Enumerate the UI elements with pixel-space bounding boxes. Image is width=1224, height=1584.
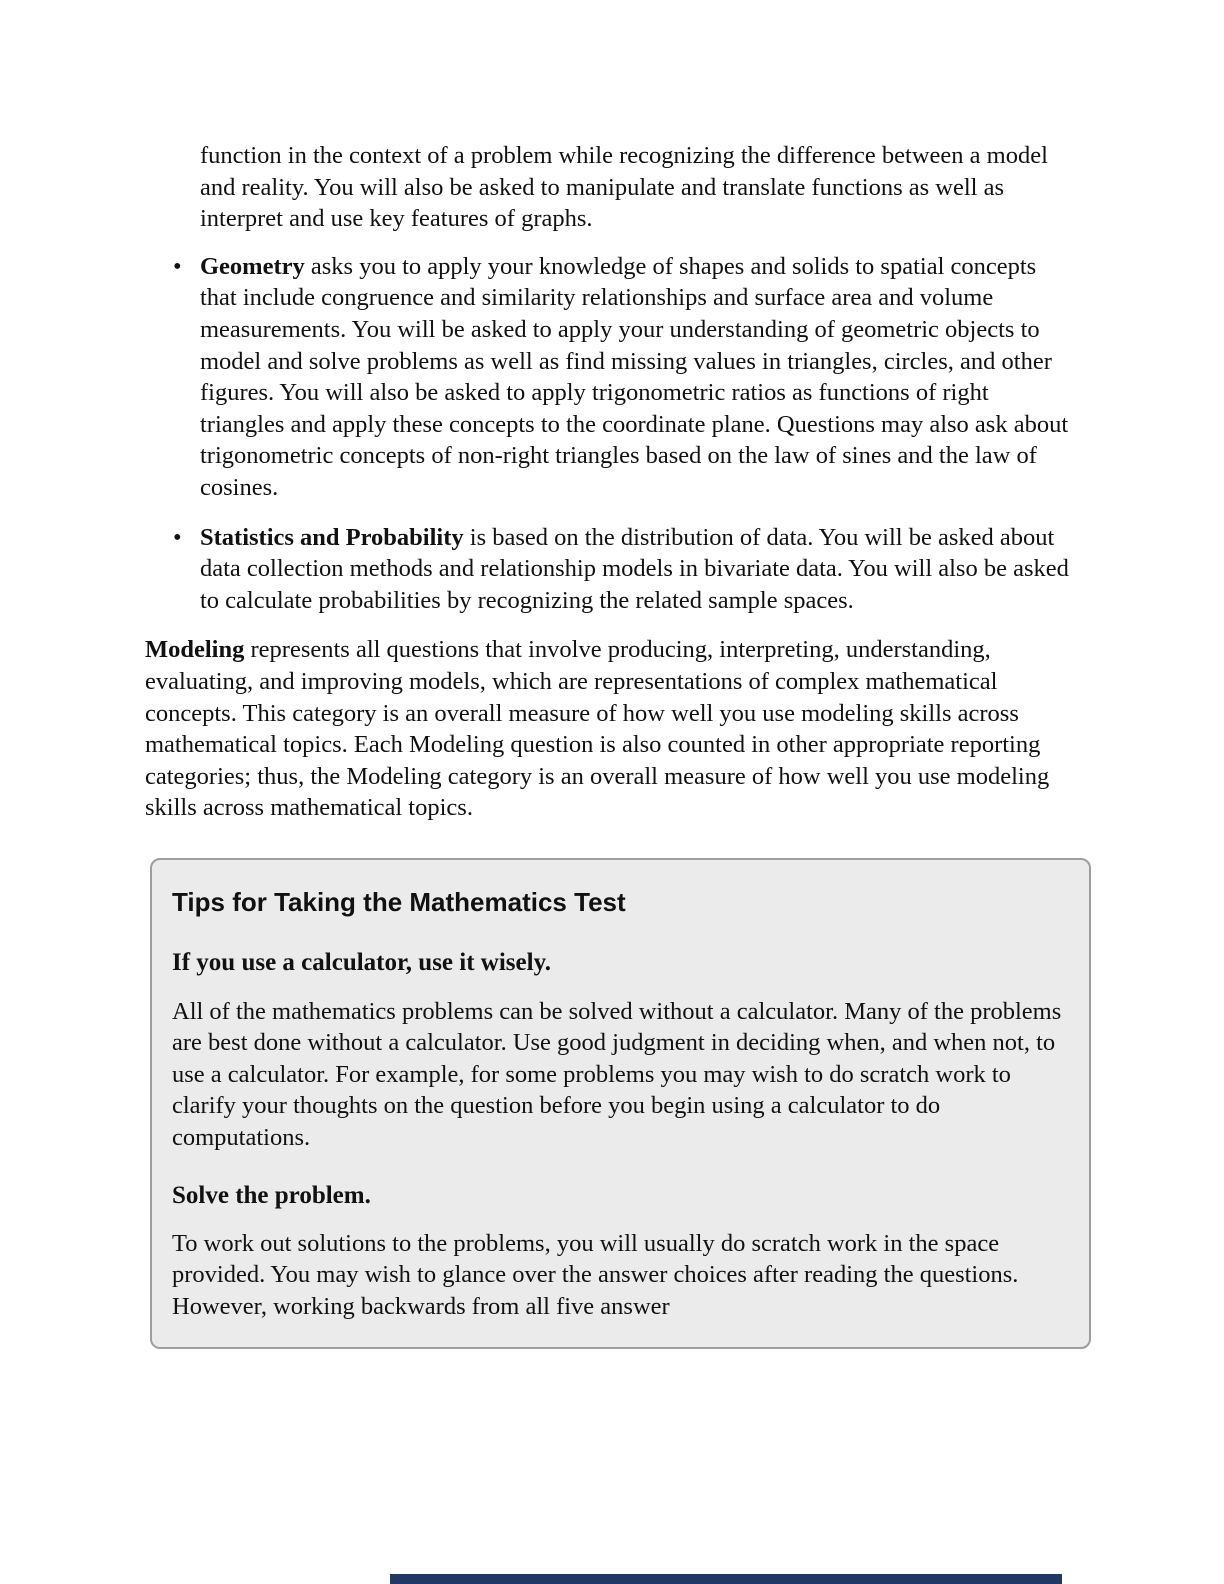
tips-box	[150, 858, 1091, 1349]
continuation-paragraph: function in the context of a problem while recognizing the difference between a model and reality. You will also be asked to manipulate and translate functions as well as interpret and use key features of graphs.	[200, 142, 1048, 233]
list-item-text: asks you to apply your knowledge of shapes and solids to spatial concepts that include congruence and similarity relationships and surface area and volume measurements. You will be asked to apply your understanding of geometric objects to model and solve problems as well as find missing values in triangles, circles, and other figures. You will also be asked to apply trigonometric ratios as functions of right triangles and apply these concepts to the coordinate plane. Questions may also ask about trigonometric concepts of non-right triangles based on the law of sines and the law of cosines.	[200, 252, 1069, 501]
list-item-lead-bold: Statistics and Probability	[200, 523, 464, 551]
reporting-category-list	[145, 251, 1079, 617]
paragraph-lead-bold: Modeling	[145, 636, 245, 664]
list-item-geometry	[200, 251, 1079, 504]
list-item-text: is based on the distribution of data. You will be asked about data collection methods and relationship models in bivariate data. You will also be asked to calculate probabilities by recognizing the related sample spaces.	[200, 523, 1069, 614]
tips-box-title: Tips for Taking the Mathematics Test	[172, 886, 626, 917]
tips-section-heading-calculator: If you use a calculator, use it wisely.	[172, 949, 551, 977]
modeling-paragraph	[145, 634, 1079, 824]
tips-section-heading-solve: Solve the problem.	[172, 1181, 371, 1209]
list-item-statistics-probability	[200, 522, 1079, 617]
list-item-lead-bold: Geometry	[200, 252, 305, 280]
paragraph-text: represents all questions that involve producing, interpreting, understanding, evaluating, and improving models, which are representations of complex mathematical concepts. This category is an overall measure of how well you use modeling skills across mathematical topics. Each Modeling question is also counted in other appropriate reporting categories; thus, the Modeling category is an overall measure of how well you use modeling skills across mathematical topics.	[145, 636, 1050, 822]
page-bottom-bar	[390, 1574, 1062, 1584]
tips-section-body: To work out solutions to the problems, you will usually do scratch work in the space provided. You may wish to glance over the answer choices after reading the questions. However, working backwards from all five answer	[172, 1229, 1019, 1321]
tips-section-body: All of the mathematics problems can be solved without a calculator. Many of the problems are best done without a calculator. Use good judgment in deciding when, and when not, to use a calculator. For example, for some problems you may wish to do scratch work to clarify your thoughts on the question before you begin using a calculator to do computations.	[172, 997, 1062, 1152]
